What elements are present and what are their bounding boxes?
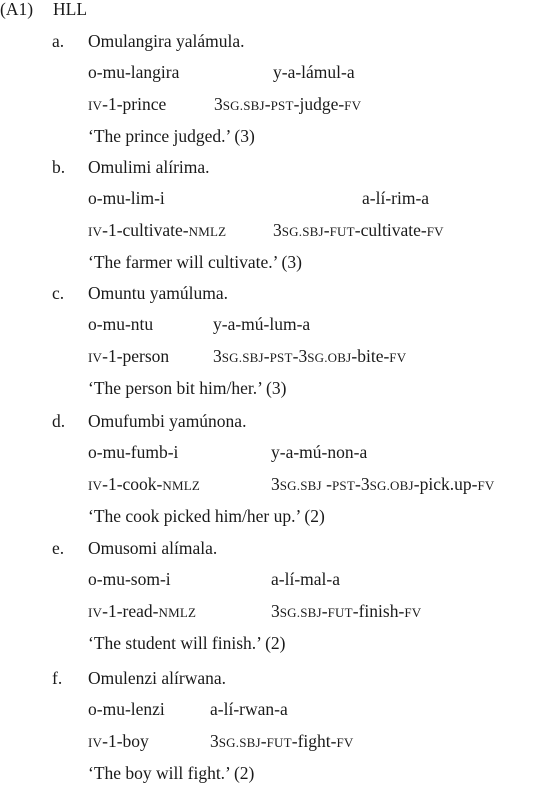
- gloss-abbreviation: IV: [88, 605, 103, 620]
- example-translation: ‘The boy will fight.’ (2): [88, 763, 255, 783]
- morpheme-word: y-a-mú-non-a: [271, 442, 368, 462]
- morpheme-word: a-lí-rwan-a: [210, 699, 288, 719]
- gloss-abbreviation: PST: [269, 350, 293, 365]
- gloss-abbreviation: IV: [88, 478, 103, 493]
- morpheme-word: y-a-lámul-a: [273, 62, 355, 82]
- gloss-word: [88, 733, 149, 751]
- gloss-word: [88, 348, 169, 366]
- example-sentence: Omulenzi alírwana.: [88, 668, 227, 688]
- gloss-segment: -1-prince: [102, 94, 167, 114]
- gloss-abbreviation: SG.OBJ: [307, 350, 352, 365]
- gloss-abbreviation: FV: [426, 224, 444, 239]
- gloss-segment: -: [263, 346, 270, 366]
- gloss-word: [88, 603, 196, 621]
- gloss-segment: 3: [214, 94, 223, 114]
- gloss-abbreviation: FUT: [327, 605, 353, 620]
- gloss-segment: 3: [210, 731, 219, 751]
- gloss-abbreviation: NMLZ: [158, 605, 197, 620]
- gloss-abbreviation: NMLZ: [188, 224, 227, 239]
- gloss-segment: -fight-: [291, 731, 337, 751]
- morpheme-word: a-lí-mal-a: [271, 569, 340, 589]
- gloss-segment: 3: [271, 474, 280, 494]
- gloss-segment: -: [321, 601, 328, 621]
- morpheme-word: y-a-mú-lum-a: [213, 314, 311, 334]
- gloss-abbreviation: PST: [270, 98, 294, 113]
- example-sentence: Omulimi alírima.: [88, 157, 210, 177]
- gloss-word: [213, 348, 406, 366]
- gloss-word: [210, 733, 354, 751]
- gloss-segment: -: [260, 731, 267, 751]
- gloss-abbreviation: IV: [88, 735, 103, 750]
- gloss-segment: -1-read-: [102, 601, 159, 621]
- example-letter: b.: [52, 157, 66, 177]
- morpheme-word: o-mu-lenzi: [88, 699, 165, 719]
- gloss-abbreviation: SG.SBJ: [279, 478, 322, 493]
- gloss-abbreviation: NMLZ: [162, 478, 201, 493]
- gloss-abbreviation: FV: [389, 350, 407, 365]
- example-number: (A1): [0, 0, 34, 19]
- gloss-abbreviation: SG.OBJ: [369, 478, 414, 493]
- gloss-word: [88, 96, 166, 114]
- gloss-segment: -: [321, 474, 332, 494]
- example-sentence: Omulangira yalámula.: [88, 31, 245, 51]
- morpheme-word: o-mu-lim-i: [88, 188, 165, 208]
- example-letter: f.: [52, 668, 63, 688]
- gloss-segment: -cultivate-: [354, 220, 427, 240]
- gloss-segment: -: [264, 94, 271, 114]
- gloss-abbreviation: FV: [477, 478, 495, 493]
- gloss-segment: -1-person: [102, 346, 170, 366]
- morpheme-word: o-mu-fumb-i: [88, 442, 179, 462]
- morpheme-word: a-lí-rim-a: [362, 188, 430, 208]
- gloss-segment: -bite-: [351, 346, 390, 366]
- gloss-segment: 3: [213, 346, 222, 366]
- morpheme-word: o-mu-ntu: [88, 314, 154, 334]
- gloss-segment: -judge-: [293, 94, 345, 114]
- example-letter: c.: [52, 283, 65, 303]
- gloss-abbreviation: IV: [88, 98, 103, 113]
- gloss-abbreviation: IV: [88, 224, 103, 239]
- gloss-segment: -1-boy: [102, 731, 149, 751]
- morpheme-word: o-mu-langira: [88, 62, 180, 82]
- example-sentence: Omusomi alímala.: [88, 538, 218, 558]
- example-translation: ‘The student will finish.’ (2): [88, 633, 286, 653]
- gloss-abbreviation: SG.SBJ: [281, 224, 324, 239]
- gloss-segment: -1-cook-: [102, 474, 163, 494]
- gloss-abbreviation: PST: [331, 478, 355, 493]
- gloss-segment: 3: [271, 601, 280, 621]
- gloss-word: [88, 476, 200, 494]
- gloss-segment: -3: [292, 346, 308, 366]
- gloss-segment: -3: [355, 474, 370, 494]
- gloss-abbreviation: IV: [88, 350, 103, 365]
- gloss-word: [88, 222, 226, 240]
- gloss-segment: -: [323, 220, 330, 240]
- gloss-segment: -1-cultivate-: [102, 220, 189, 240]
- example-sentence: Omufumbi yamúnona.: [88, 411, 247, 431]
- gloss-abbreviation: FUT: [266, 735, 292, 750]
- gloss-segment: -pick.up-: [413, 474, 478, 494]
- gloss-segment: 3: [273, 220, 282, 240]
- gloss-word: [273, 222, 444, 240]
- gloss-abbreviation: SG.SBJ: [222, 98, 265, 113]
- morpheme-word: o-mu-som-i: [88, 569, 171, 589]
- gloss-abbreviation: SG.SBJ: [221, 350, 264, 365]
- gloss-word: [271, 476, 494, 494]
- example-translation: ‘The farmer will cultivate.’ (3): [88, 252, 302, 272]
- gloss-abbreviation: FUT: [329, 224, 355, 239]
- example-letter: e.: [52, 538, 65, 558]
- example-translation: ‘The prince judged.’ (3): [88, 126, 255, 146]
- gloss-abbreviation: FV: [336, 735, 354, 750]
- gloss-abbreviation: SG.SBJ: [279, 605, 322, 620]
- gloss-abbreviation: SG.SBJ: [218, 735, 261, 750]
- gloss-word: [271, 603, 421, 621]
- gloss-abbreviation: FV: [344, 98, 362, 113]
- example-letter: a.: [52, 31, 65, 51]
- gloss-word: [214, 96, 361, 114]
- example-sentence: Omuntu yamúluma.: [88, 283, 228, 303]
- example-translation: ‘The person bit him/her.’ (3): [88, 378, 287, 398]
- gloss-segment: -finish: [352, 601, 399, 621]
- example-title: HLL: [53, 0, 88, 19]
- example-letter: d.: [52, 411, 66, 431]
- gloss-segment: -: [398, 601, 405, 621]
- example-translation: ‘The cook picked him/her up.’ (2): [88, 506, 325, 526]
- gloss-abbreviation: FV: [404, 605, 422, 620]
